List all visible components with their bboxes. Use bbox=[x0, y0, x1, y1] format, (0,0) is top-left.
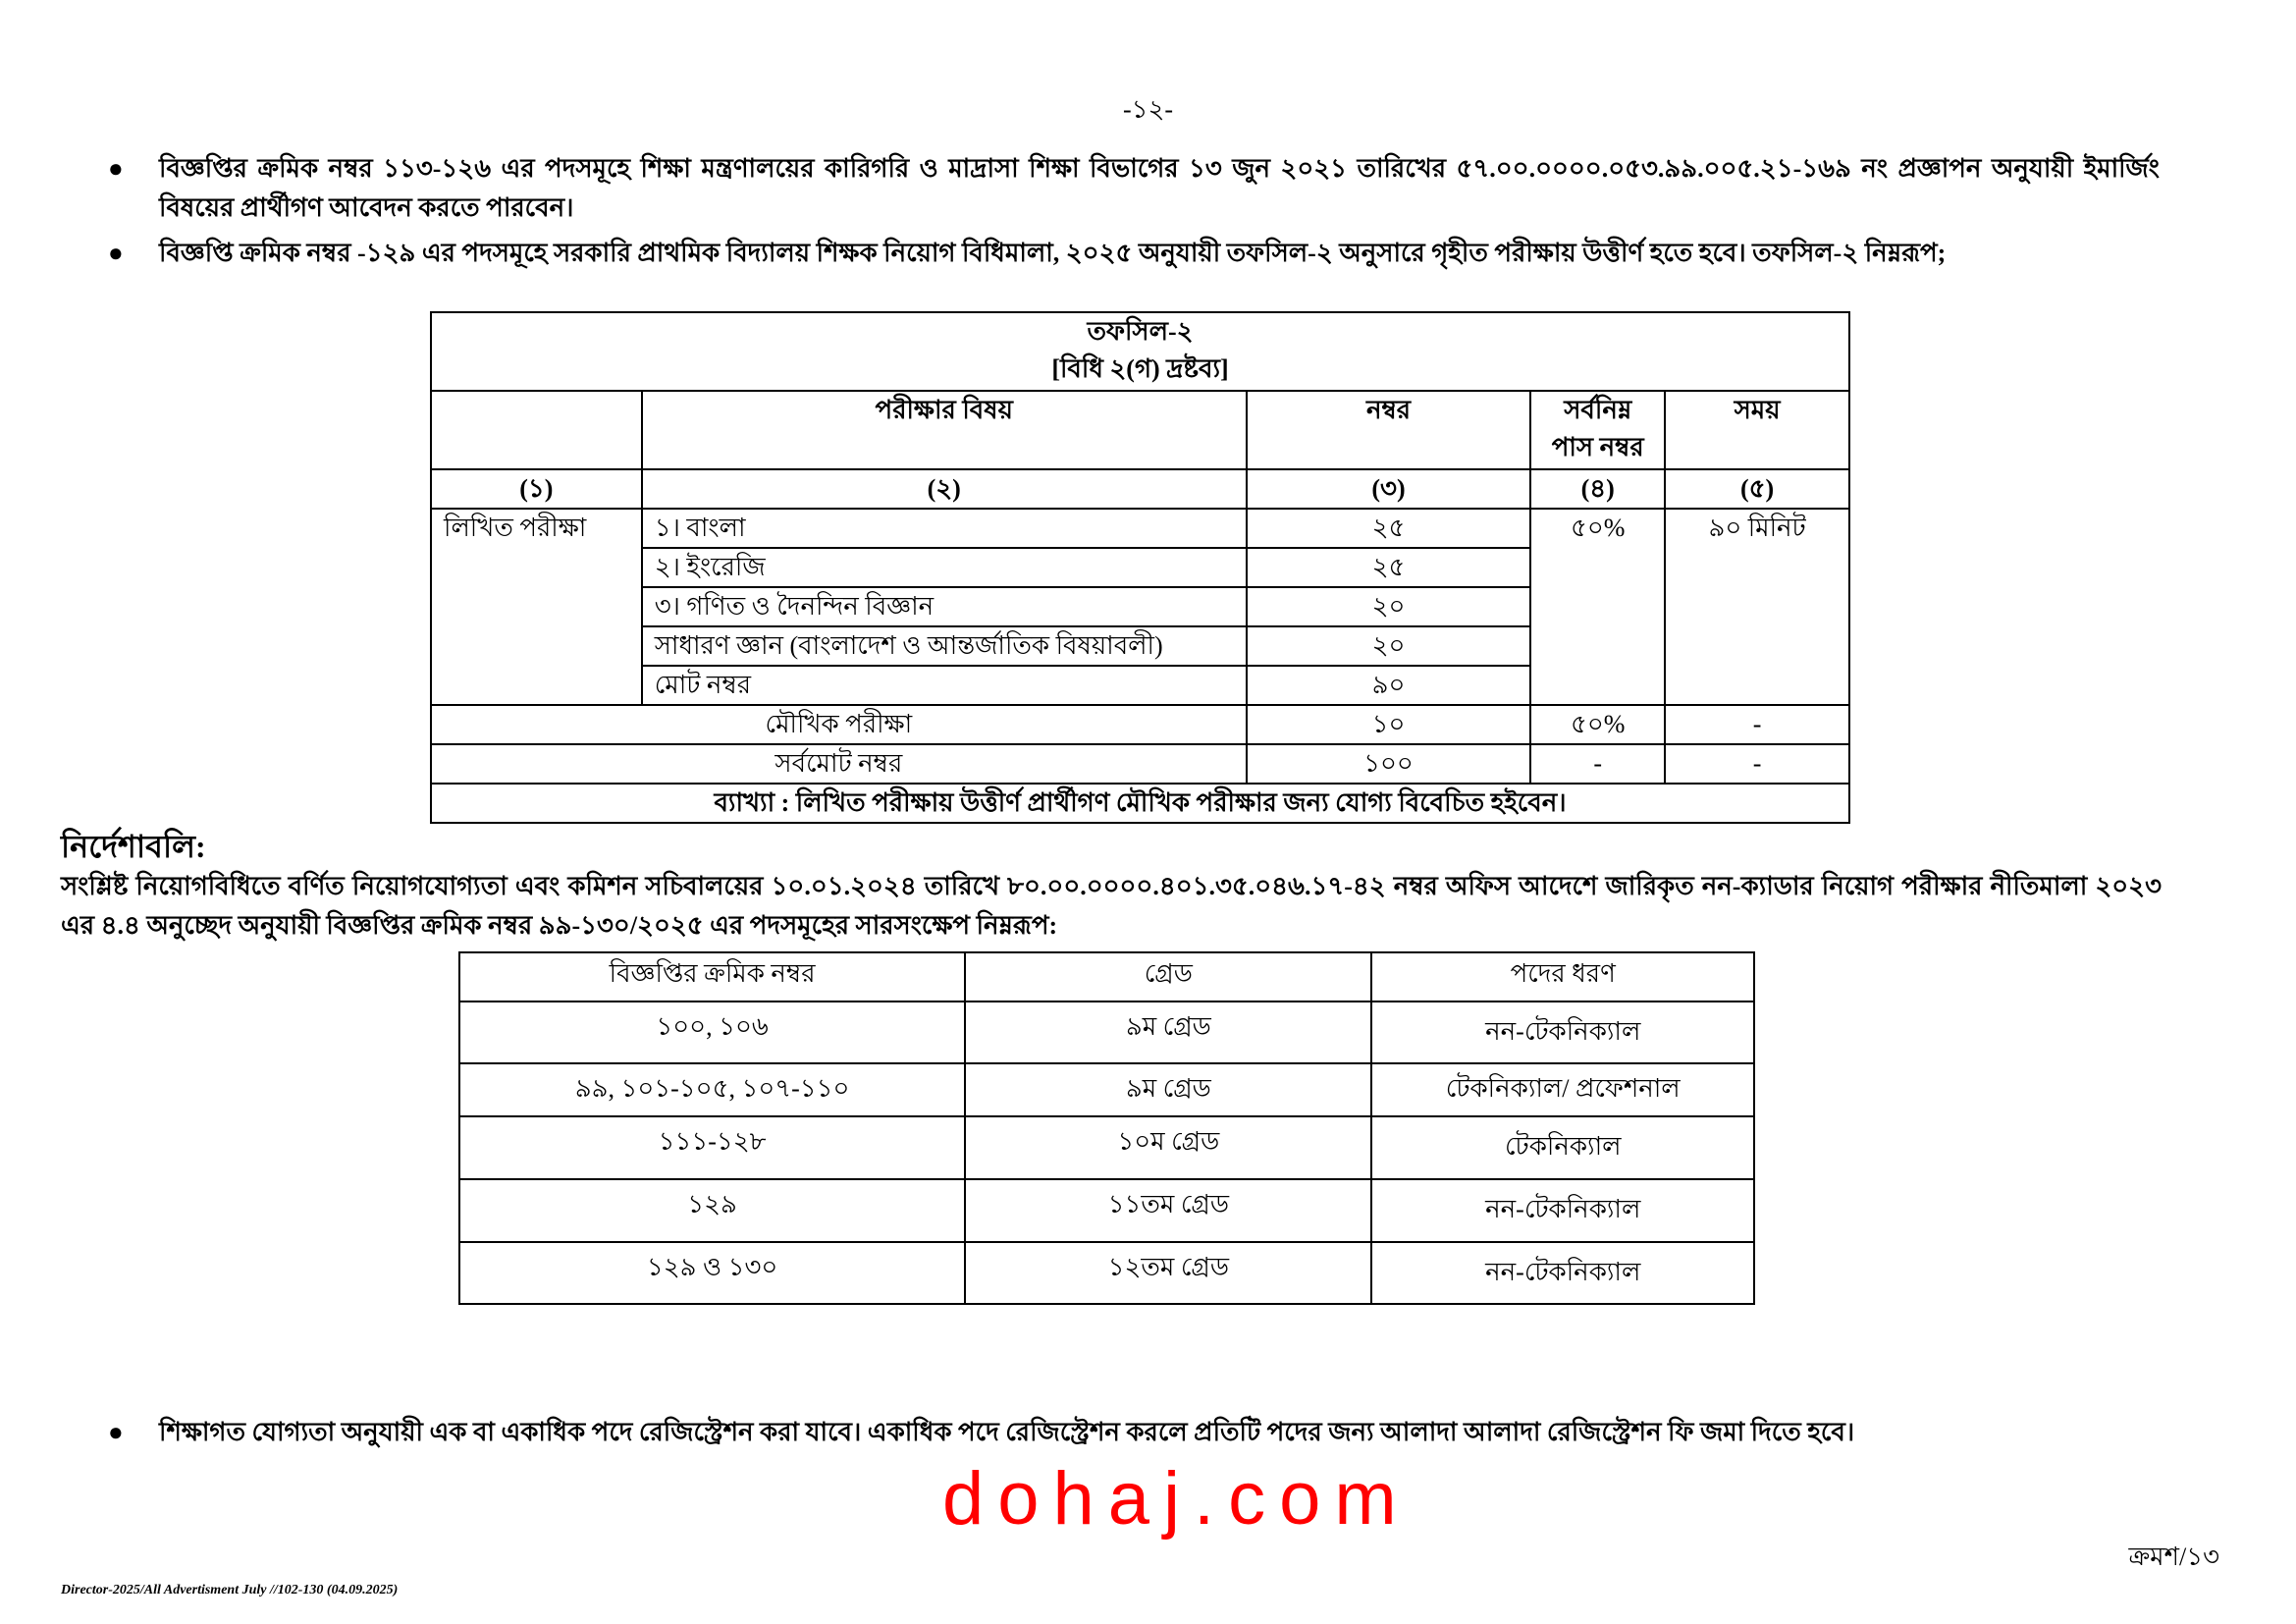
marks-cell: ১০ bbox=[1247, 705, 1531, 744]
schedule-title-cell bbox=[431, 312, 1849, 391]
subject-cell: সাধারণ জ্ঞান (বাংলাদেশ ও আন্তর্জাতিক বিষয়াবলী) bbox=[642, 626, 1247, 666]
header-cell: গ্রেড bbox=[965, 952, 1371, 1001]
marks-cell: ২৫ bbox=[1247, 509, 1531, 548]
table-cell: ১০ম গ্রেড bbox=[965, 1116, 1371, 1179]
subject-cell: মোট নম্বর bbox=[642, 666, 1247, 705]
table-cell: টেকনিক্যাল bbox=[1371, 1116, 1754, 1179]
footer-reference: Director-2025/All Advertisment July //102-130 (04.09.2025) bbox=[61, 1583, 399, 1597]
column-number: (৪) bbox=[1530, 469, 1665, 509]
subject-cell: ৩। গণিত ও দৈনন্দিন বিজ্ঞান bbox=[642, 587, 1247, 626]
table-cell: নন-টেকনিক্যাল bbox=[1371, 1001, 1754, 1063]
table-cell: টেকনিক্যাল/ প্রফেশনাল bbox=[1371, 1063, 1754, 1116]
bullet-item bbox=[108, 234, 2160, 273]
schedule-title: তফসিল-২ bbox=[1087, 317, 1194, 346]
bullet-text: বিজ্ঞপ্তি ক্রমিক নম্বর -১২৯ এর পদসমূহে সরকারি প্রাথমিক বিদ্যালয় শিক্ষক নিয়োগ বিধিমালা, ২০২৫ অনুযায়ী তফসিল-২ অনুসারে গৃহীত পরীক্ষায় উত্তীর্ণ হতে হবে। তফসিল-২ নিম্নরূপ; bbox=[159, 239, 1947, 267]
header-cell: বিজ্ঞপ্তির ক্রমিক নম্বর bbox=[459, 952, 965, 1001]
marks-cell: ১০০ bbox=[1247, 744, 1531, 784]
header-cell: পরীক্ষার বিষয় bbox=[642, 391, 1247, 469]
bullet-text: শিক্ষাগত যোগ্যতা অনুযায়ী এক বা একাধিক পদে রেজিস্ট্রেশন করা যাবে। একাধিক পদে রেজিস্ট্রেশন করলে প্রতিটি পদের জন্য আলাদা আলাদা রেজিস্ট্রেশন ফি জমা দিতে হবে। bbox=[159, 1418, 1855, 1446]
table-row bbox=[459, 1063, 1754, 1116]
table-cell: ৯ম গ্রেড bbox=[965, 1063, 1371, 1116]
header-cell: সময় bbox=[1665, 391, 1849, 469]
marks-cell: ২০ bbox=[1247, 587, 1531, 626]
schedule-table bbox=[430, 311, 1850, 824]
table-cell: ৯ম গ্রেড bbox=[965, 1001, 1371, 1063]
header-cell: নম্বর bbox=[1247, 391, 1531, 469]
bullet-icon: ● bbox=[108, 1418, 124, 1446]
grand-total-label: সর্বমোট নম্বর bbox=[431, 744, 1247, 784]
time-cell: ৯০ মিনিট bbox=[1665, 509, 1849, 705]
oral-exam-label: মৌখিক পরীক্ষা bbox=[431, 705, 1247, 744]
instructions-heading: নির্দেশাবলি: bbox=[61, 829, 206, 864]
subject-cell: ১। বাংলা bbox=[642, 509, 1247, 548]
table-cell: নন-টেকনিক্যাল bbox=[1371, 1179, 1754, 1242]
time-cell: - bbox=[1665, 705, 1849, 744]
column-number: (৩) bbox=[1247, 469, 1531, 509]
table-row bbox=[459, 1001, 1754, 1063]
bullet-text: বিজ্ঞপ্তির ক্রমিক নম্বর ১১৩-১২৬ এর পদসমূহে শিক্ষা মন্ত্রণালয়ের কারিগরি ও মাদ্রাসা শিক্ষা বিভাগের ১৩ জুন ২০২১ তারিখের ৫৭.০০.০০০০.০৫৩.৯৯.০০৫.২১-১৬৯ নং প্রজ্ঞাপন অনুযায়ী ইমার্জিং বিষয়ের প্রার্থীগণ আবেদন করতে পারবেন। bbox=[159, 154, 2160, 222]
column-number: (২) bbox=[642, 469, 1247, 509]
grade-table bbox=[458, 951, 1755, 1305]
bullet-item bbox=[108, 1413, 2160, 1452]
schedule-subtitle: [বিধি ২(গ) দ্রষ্টব্য] bbox=[1051, 354, 1229, 383]
continued-label: ক্রমশ/১৩ bbox=[2128, 1543, 2219, 1571]
table-cell: ১২৯ bbox=[459, 1179, 965, 1242]
table-cell: ১১তম গ্রেড bbox=[965, 1179, 1371, 1242]
table-cell: ১১১-১২৮ bbox=[459, 1116, 965, 1179]
bullet-item bbox=[108, 149, 2160, 228]
marks-cell: ২৫ bbox=[1247, 548, 1531, 587]
header-cell: পদের ধরণ bbox=[1371, 952, 1754, 1001]
header-cell: সর্বনিম্ন পাস নম্বর bbox=[1530, 391, 1665, 469]
subject-cell: ২। ইংরেজি bbox=[642, 548, 1247, 587]
table-cell: ৯৯, ১০১-১০৫, ১০৭-১১০ bbox=[459, 1063, 965, 1116]
instructions-paragraph: সংশ্লিষ্ট নিয়োগবিধিতে বর্ণিত নিয়োগযোগ্যতা এবং কমিশন সচিবালয়ের ১০.০১.২০২৪ তারিখে ৮০.০০.০০০০.৪০১.৩৫.০৪৬.১৭-৪২ নম্বর অফিস আদেশে জারিকৃত নন-ক্যাডার নিয়োগ পরীক্ষার নীতিমালা ২০২৩ এর ৪.৪ অনুচ্ছেদ অনুযায়ী বিজ্ঞপ্তির ক্রমিক নম্বর ৯৯-১৩০/২০২৫ এর পদসমূহের সারসংক্ষেপ নিম্নরূপ: bbox=[61, 872, 2162, 940]
schedule-note: ব্যাখ্যা : লিখিত পরীক্ষায় উত্তীর্ণ প্রার্থীগণ মৌখিক পরীক্ষার জন্য যোগ্য বিবেচিত হইবেন। bbox=[431, 784, 1849, 823]
marks-cell: ৯০ bbox=[1247, 666, 1531, 705]
bullet-icon: ● bbox=[108, 239, 124, 267]
pass-marks-cell: ৫০% bbox=[1530, 509, 1665, 705]
pass-marks-cell: ৫০% bbox=[1530, 705, 1665, 744]
page-number: -১২- bbox=[1122, 95, 1174, 124]
table-cell: ১২তম গ্রেড bbox=[965, 1242, 1371, 1304]
table-row bbox=[459, 1242, 1754, 1304]
column-number: (৫) bbox=[1665, 469, 1849, 509]
watermark: dohaj.com bbox=[942, 1457, 1411, 1541]
table-cell: ১২৯ ও ১৩০ bbox=[459, 1242, 965, 1304]
header-cell bbox=[431, 391, 642, 469]
pass-marks-cell: - bbox=[1530, 744, 1665, 784]
table-row bbox=[459, 1179, 1754, 1242]
column-number: (১) bbox=[431, 469, 642, 509]
written-exam-label: লিখিত পরীক্ষা bbox=[431, 509, 642, 705]
bullet-icon: ● bbox=[108, 154, 124, 183]
marks-cell: ২০ bbox=[1247, 626, 1531, 666]
table-cell: ১০০, ১০৬ bbox=[459, 1001, 965, 1063]
time-cell: - bbox=[1665, 744, 1849, 784]
table-row bbox=[459, 1116, 1754, 1179]
table-cell: নন-টেকনিক্যাল bbox=[1371, 1242, 1754, 1304]
